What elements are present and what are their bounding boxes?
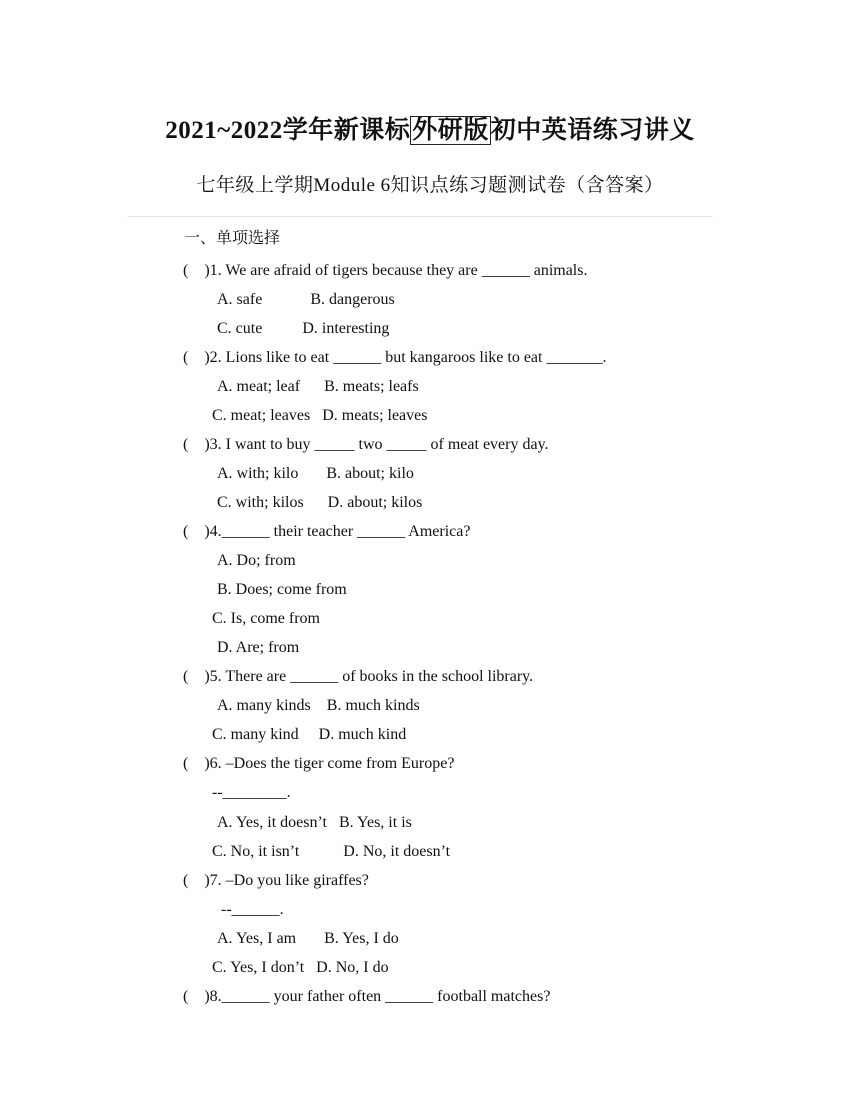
question-6-options-cd: C. No, it isn’t D. No, it doesn’t — [212, 843, 451, 860]
question-7-options-ab: A. Yes, I am B. Yes, I do — [217, 930, 399, 947]
header-divider — [127, 216, 713, 217]
title-text-suffix: 初中英语练习讲义 — [490, 117, 695, 144]
question-3-options-ab: A. with; kilo B. about; kilo — [217, 465, 414, 482]
question-2-options-ab: A. meat; leaf B. meats; leafs — [217, 378, 419, 395]
question-4-option-c: C. Is, come from — [212, 610, 320, 627]
question-7-stem: ( )7. –Do you like giraffes? — [183, 872, 369, 889]
question-5-options-ab: A. many kinds B. much kinds — [217, 697, 420, 714]
question-6-options-ab: A. Yes, it doesn’t B. Yes, it is — [217, 814, 412, 831]
question-7-options-cd: C. Yes, I don’t D. No, I do — [212, 959, 389, 976]
question-1-options-ab: A. safe B. dangerous — [217, 291, 395, 308]
question-6-reply-blank: --________. — [212, 784, 291, 801]
question-4-option-a: A. Do; from — [217, 552, 296, 569]
question-4-option-d: D. Are; from — [217, 639, 300, 656]
question-5-options-cd: C. many kind D. much kind — [212, 726, 407, 743]
question-1-options-cd: C. cute D. interesting — [217, 320, 390, 337]
publisher-box: 外研版 — [412, 117, 489, 144]
question-3-options-cd: C. with; kilos D. about; kilos — [217, 494, 423, 511]
question-6-stem: ( )6. –Does the tiger come from Europe? — [183, 755, 455, 772]
question-1-stem: ( )1. We are afraid of tigers because they are ______ animals. — [183, 262, 588, 279]
question-2-options-cd: C. meat; leaves D. meats; leaves — [212, 407, 428, 424]
question-8-stem: ( )8.______ your father often ______ football matches? — [183, 988, 551, 1005]
question-4-option-b: B. Does; come from — [217, 581, 347, 598]
question-3-stem: ( )3. I want to buy _____ two _____ of meat every day. — [183, 436, 549, 453]
section-heading: 一、单项选择 — [184, 230, 281, 247]
document-subtitle: 七年级上学期Module 6知识点练习题测试卷（含答案） — [196, 175, 664, 196]
question-5-stem: ( )5. There are ______ of books in the school library. — [183, 668, 534, 685]
document-title — [0, 110, 860, 146]
question-2-stem: ( )2. Lions like to eat ______ but kangaroos like to eat _______. — [183, 349, 607, 366]
title-text: 2021~2022学年新课标 — [165, 117, 411, 144]
question-4-stem: ( )4.______ their teacher ______ America? — [183, 523, 471, 540]
question-7-reply-blank: --______. — [221, 901, 284, 918]
